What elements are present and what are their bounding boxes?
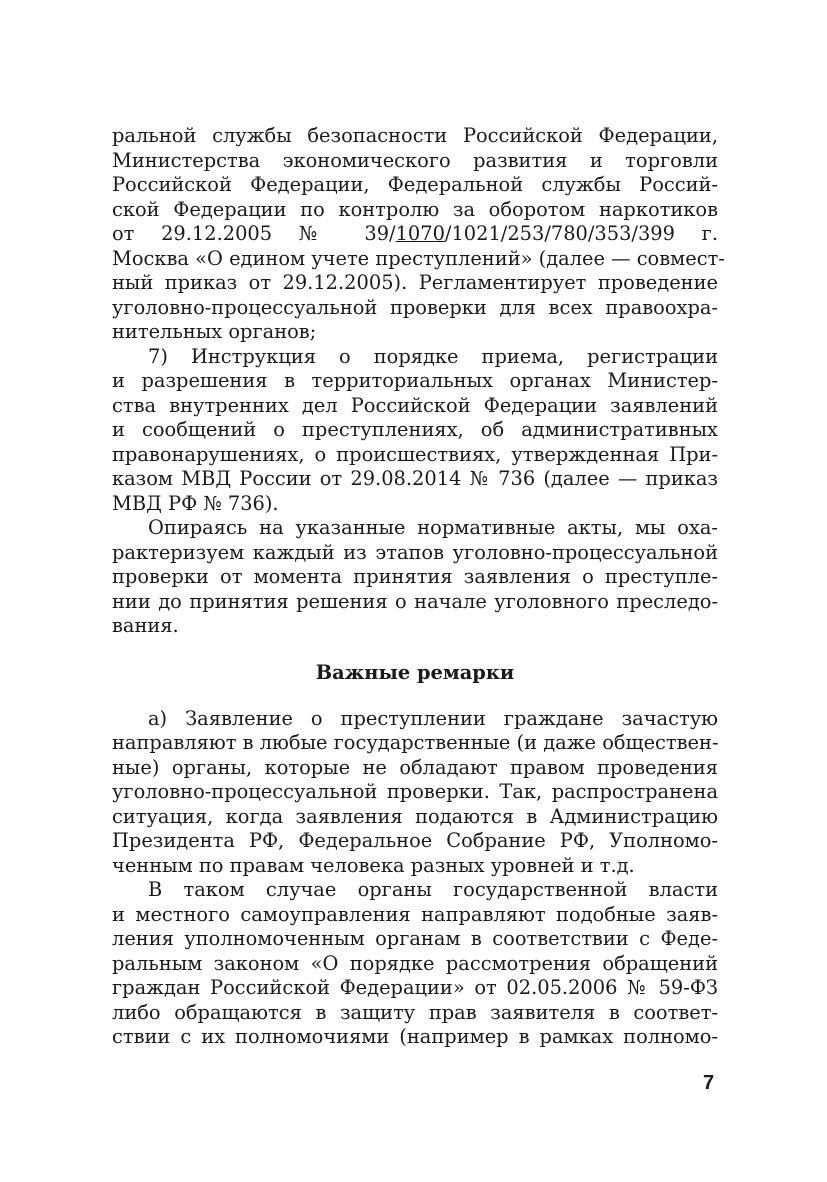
text-line: Москва «О едином учете преступлений» (далее — совмест- [112,246,725,270]
text-line: граждан Российской Федерации» от 02.05.2006 № 59-ФЗ [112,976,718,999]
text-line: правонарушениях, о происшествиях, утвержденная При- [112,442,718,466]
text-line: уголовно-процессуальной проверки для всех правоохра- [112,295,718,319]
text-line: ствии с их полномочиями (например в рамках полномо- [112,1025,718,1048]
text-line: нии до принятия решения о начале уголовного преследо- [112,589,718,613]
text-line: ный приказ от 29.12.2005). Регламентирует проведение [112,271,718,294]
underlined-number: 1070 [395,222,445,245]
text-line: уголовно-процессуальной проверки. Так, распространена [112,780,718,803]
text-line: МВД РФ № 736). [112,491,279,515]
page-number: 7 [703,1072,715,1094]
text-line: нительных органов; [112,320,317,343]
section-heading: Важные ремарки [315,660,515,684]
text-line: вания. [112,614,179,637]
text-line: 7) Инструкция о порядке приема, регистрации [148,344,718,368]
text-line: Президента РФ, Федеральное Собрание РФ, Уполномо- [112,829,718,852]
text-line: ные) органы, которые не обладают правом проведения [112,755,718,779]
text-line: и сообщений о преступлениях, об административных [112,418,718,441]
text-line: ления уполномоченным органам в соответствии с Феде- [112,927,718,950]
text-line: ства внутренних дел Российской Федерации заявлений [112,393,718,417]
text-line: Опираясь на указанные нормативные акты, мы оха- [148,516,718,539]
text-line: а) Заявление о преступлении граждане зачастую [148,706,718,730]
text-line: рактеризуем каждый из этапов уголовно-процессуальной [112,540,718,564]
text-line: Российской Федерации, Федеральной службы Россий- [112,173,718,196]
text-line-with-underline: от 29.12.2005 № 39/1070/1021/253/780/353/399 г. [112,222,718,245]
text-line: ситуация, когда заявления подаются в Администрацию [112,804,718,828]
text-line: ральной службы безопасности Российской Федерации, [112,124,718,147]
text-line: либо обращаются в защиту прав заявителя в соответ- [112,1000,718,1024]
text-line: ральным законом «О порядке рассмотрения обращений [112,951,718,975]
text-line: проверки от момента принятия заявления о преступле- [112,565,718,588]
text-line: казом МВД России от 29.08.2014 № 736 (далее — приказ [112,467,718,490]
text-line: направляют в любые государственные (и даже обществен- [112,731,719,754]
text-line: и разрешения в территориальных органах Министер- [112,369,718,392]
text-line: ской Федерации по контролю за оборотом наркотиков [112,197,718,221]
page-body [112,124,725,1050]
text-line: В таком случае органы государственной власти [148,878,718,901]
text-line: и местного самоуправления направляют подобные заяв- [112,902,718,926]
text-line: ченным по правам человека разных уровней и т.д. [112,853,635,877]
text-line: Министерства экономического развития и торговли [112,148,718,172]
